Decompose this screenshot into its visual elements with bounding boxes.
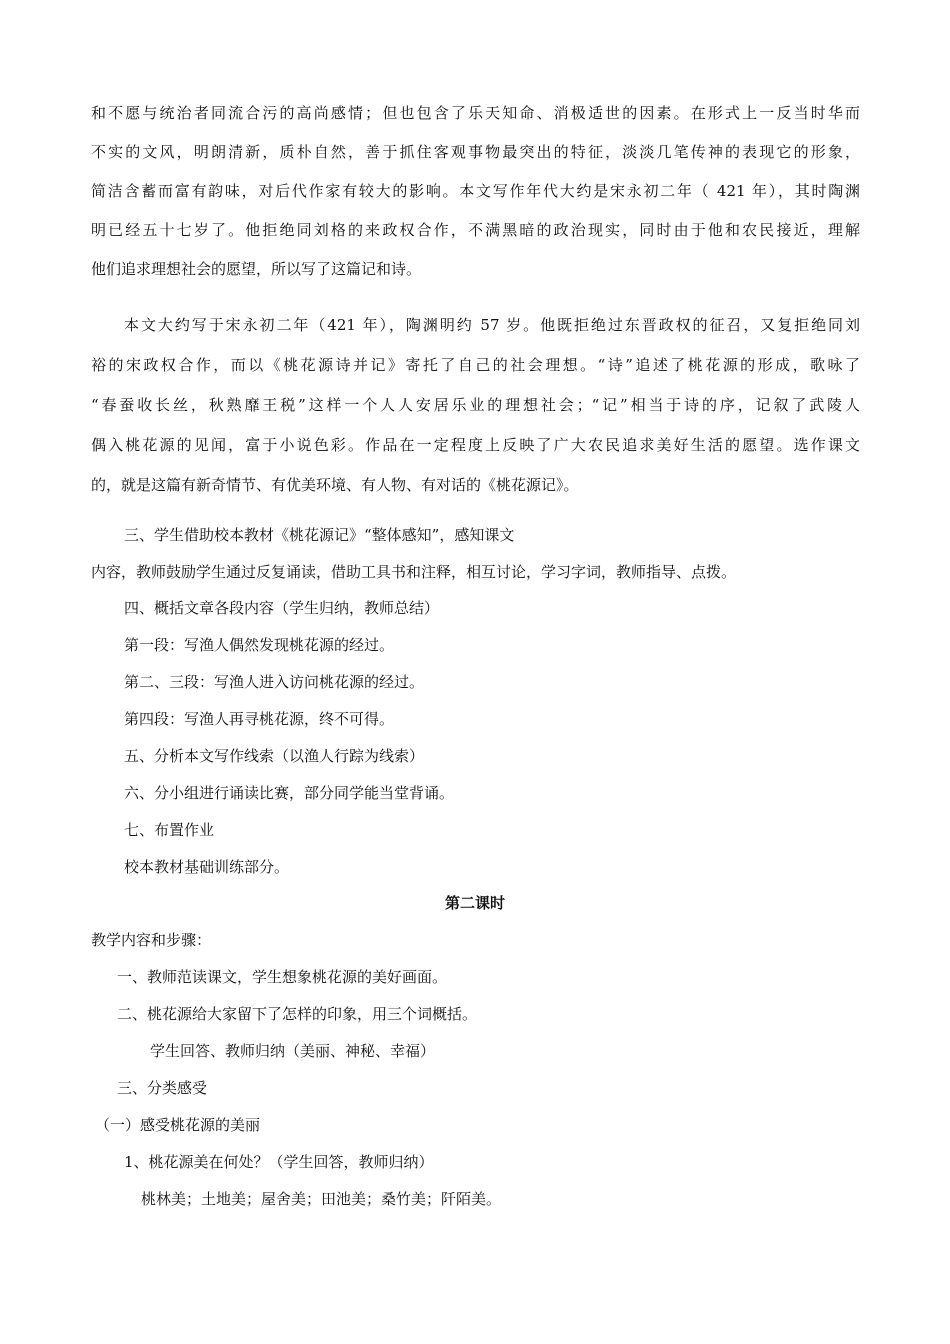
subsection-1: （一）感受桃花源的美丽 [95,1116,261,1134]
paragraph-1-line-5: 他们追求理想社会的愿望，所以写了这篇记和诗。 [91,260,422,278]
paragraph-2-line-5: 的，就是这篇有新奇情节、有优美环境、有人物、有对话的《桃花源记》。 [91,476,579,494]
paragraph-2-line-4: 偶入桃花源的见闻，富于小说色彩。作品在一定程度上反映了广大农民追求美好生活的愿望。选作课文 [91,436,860,454]
homework: 校本教材基础训练部分。 [124,858,290,876]
step-4: 四、概括文章各段内容（学生归纳，教师总结） [124,599,440,617]
section-heading: 第二课时 [444,894,505,912]
step-5: 五、分析本文写作线索（以渔人行踪为线索） [124,747,425,765]
paragraph-1-line-2: 不实的文风，明朗清新，质朴自然，善于抓住客观事物最突出的特征，淡淡几笔传神的表现它的形象， [91,143,860,161]
paragraph-2-line-3: “春蚕收长丝，秋熟靡王税”这样一个人人安居乐业的理想社会；“记”相当于诗的序，记叙了武陵人 [91,396,860,414]
lesson-2-step-2: 二、桃花源给大家留下了怎样的印象，用三个词概括。 [117,1005,478,1023]
paragraph-summary-3: 第四段：写渔人再寻桃花源，终不可得。 [124,710,395,728]
subsection-1-question-1: 1、桃花源美在何处？（学生回答，教师归纳） [124,1153,434,1171]
content-label: 教学内容和步骤： [91,931,212,949]
subsection-1-answer-1: 桃林美；土地美；屋舍美；田池美；桑竹美；阡陌美。 [141,1190,502,1208]
step-7: 七、布置作业 [124,821,215,839]
lesson-2-step-2-answer: 学生回答、教师归纳（美丽、神秘、幸福） [150,1042,436,1060]
paragraph-1-line-4: 明已经五十七岁了。他拒绝同刘格的来政权合作，不满黑暗的政治现实，同时由于他和农民接近，理解 [91,221,860,239]
paragraph-2-line-1: 本文大约写于宋永初二年（421 年），陶渊明约 57 岁。他既拒绝过东晋政权的征召，又复拒绝同刘 [124,316,860,334]
paragraph-2-line-2: 裕的宋政权合作，而以《桃花源诗并记》寄托了自己的社会理想。“诗”追述了桃花源的形成，歌咏了 [91,356,860,374]
paragraph-summary-2: 第二、三段：写渔人进入访问桃花源的经过。 [124,673,425,691]
paragraph-summary-1: 第一段：写渔人偶然发现桃花源的经过。 [124,636,395,654]
step-6: 六、分小组进行诵读比赛，部分同学能当堂背诵。 [124,784,455,802]
step-3-line-1: 三、学生借助校本教材《桃花源记》“整体感知”，感知课文 [124,526,515,544]
step-3-line-2: 内容，教师鼓励学生通过反复诵读，借助工具书和注释，相互讨论，学习字词，教师指导、点拨。 [91,563,737,581]
lesson-2-step-3: 三、分类感受 [117,1079,208,1097]
paragraph-1-line-1: 和不愿与统治者同流合污的高尚感情；但也包含了乐天知命、消极适世的因素。在形式上一反当时华而 [91,104,860,122]
paragraph-1-line-3: 简洁含蓄而富有韵味，对后代作家有较大的影响。本文写作年代大约是宋永初二年（ 421 年），其时陶渊 [91,182,860,200]
lesson-2-step-1: 一、教师范读课文，学生想象桃花源的美好画面。 [117,968,448,986]
